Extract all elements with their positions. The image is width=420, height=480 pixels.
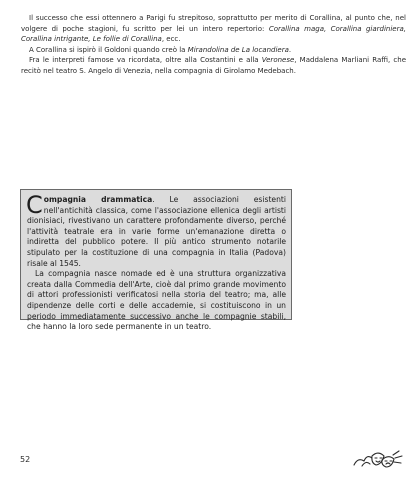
glossary-definition: . Le associazioni esistenti nell'antichità classica, come l'associazione ellenica degli artisti dionisiaci, rivestivano un carattere profondamente diverso, perché l'attività teatrale era in varie forme un'emanazione diretta o indiretta del pubblico potere. Il più antico strumento notarile stipulato per la costituzione di una compagnia in Italia (Padova) risale al 1545. xyxy=(27,195,286,268)
italic-name: Veronese xyxy=(261,56,295,65)
theatre-masks-logo-icon xyxy=(352,448,404,470)
italic-title: Mirandolina de La locandiera xyxy=(187,45,289,54)
glossary-paragraph-2: La compagnia nasce nomade ed è una struttura organizzativa creata dalla Commedia dell'Arte, cioè dal primo grande movimento di attori professionisti verificatosi nella storia del teatro; ma, alle dipendenze delle corti e delle accademie, si costituiscono in un periodo immediatamente successivo anche le compagnie stabili, che hanno la loro sede permanente in un teatro. xyxy=(27,269,286,332)
italic-titles: Corallina maga, Corallina giardiniera, Corallina intrigante, Le follie di Corallina xyxy=(21,24,406,44)
drop-cap: C xyxy=(26,191,43,219)
text-segment: Fra le interpreti famose va ricordata, oltre alla Costantini e alla xyxy=(29,56,262,65)
text-segment: Il successo che essi ottennero a Parigi fu strepitoso, soprattutto per merito di Corallina, al punto che, nel volgere di poche stagioni, fu scritto per lei un intero repertorio: xyxy=(21,14,406,33)
text-segment: A Corallina si ispirò il Goldoni quando creò la xyxy=(29,45,188,54)
glossary-box xyxy=(20,189,292,332)
intro-text xyxy=(21,13,406,77)
paragraph-interpreti xyxy=(21,55,406,76)
text-segment: , Maddalena Marliani Raffi, che recitò nel teatro S. Angelo di Venezia, nella compagnia di Girolamo Medebach. xyxy=(21,56,407,75)
page-number: 52 xyxy=(20,455,31,464)
paragraph-goldoni xyxy=(21,45,406,56)
paragraph-corallina-success xyxy=(21,13,406,45)
text-segment: , ecc. xyxy=(161,35,181,44)
text-segment: . xyxy=(288,45,292,54)
glossary-term: ompagnia drammatica xyxy=(43,195,153,204)
glossary-paragraph-1 xyxy=(26,191,286,269)
